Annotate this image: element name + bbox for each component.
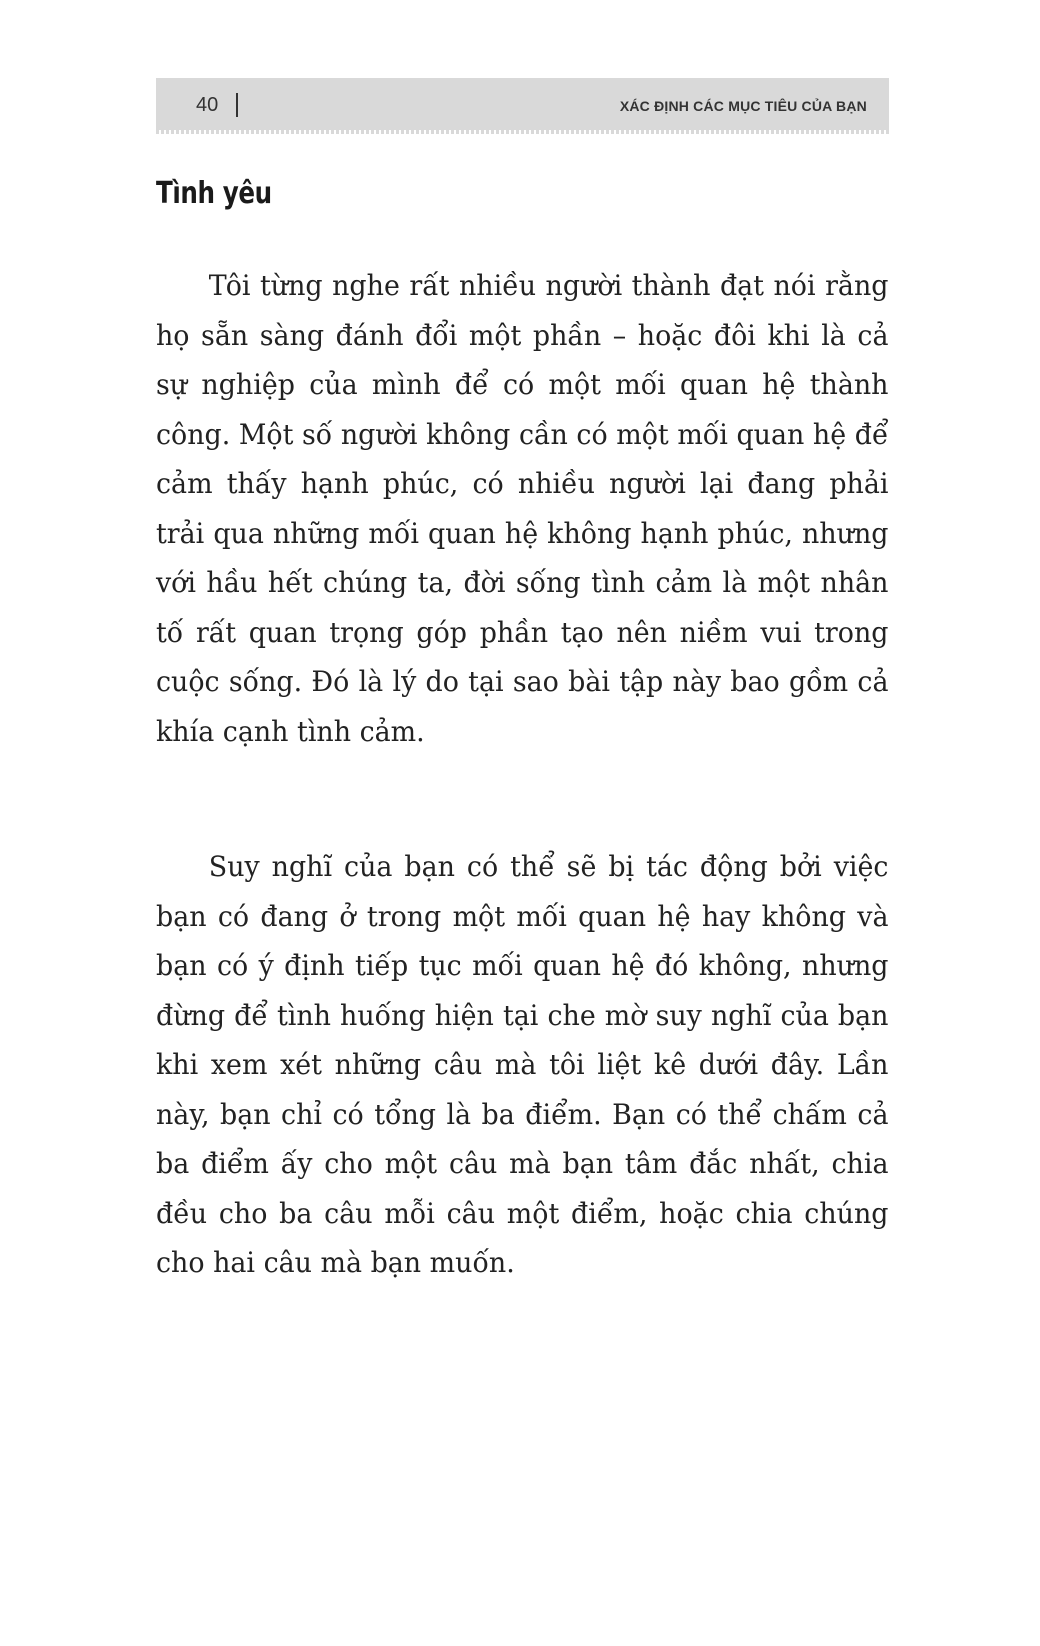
header-divider [236,93,238,117]
running-header [156,78,889,134]
paragraph: Suy nghĩ của bạn có thể sẽ bị tác động bởi việc bạn có đang ở trong một mối quan hệ hay không và bạn có ý định tiếp tục mối quan hệ đó không, nhưng đừng để tình huống hiện tại che mờ suy nghĩ của bạn khi xem xét những câu mà tôi liệt kê dưới đây. Lần này, bạn chỉ có tổng là ba điểm. Bạn có thể chấm cả ba điểm ấy cho một câu mà bạn tâm đắc nhất, chia đều cho ba câu mỗi câu một điểm, hoặc chia chúng cho hai câu mà bạn muốn. [156,850,889,1279]
running-title: XÁC ĐỊNH CÁC MỤC TIÊU CỦA BẠN [619,98,867,114]
section-heading: Tình yêu [156,176,272,211]
paragraph: Tôi từng nghe rất nhiều người thành đạt nói rằng họ sẵn sàng đánh đổi một phần – hoặc đôi khi là cả sự nghiệp của mình để có một mối quan hệ thành công. Một số người không cần có một mối quan hệ để cảm thấy hạnh phúc, có nhiều người lại đang phải trải qua những mối quan hệ không hạnh phúc, nhưng với hầu hết chúng ta, đời sống tình cảm là một nhân tố rất quan trọng góp phần tạo nên niềm vui trong cuộc sống. Đó là lý do tại sao bài tập này bao gồm cả khía cạnh tình cảm. [156,269,889,748]
page-number: 40 [196,94,219,116]
